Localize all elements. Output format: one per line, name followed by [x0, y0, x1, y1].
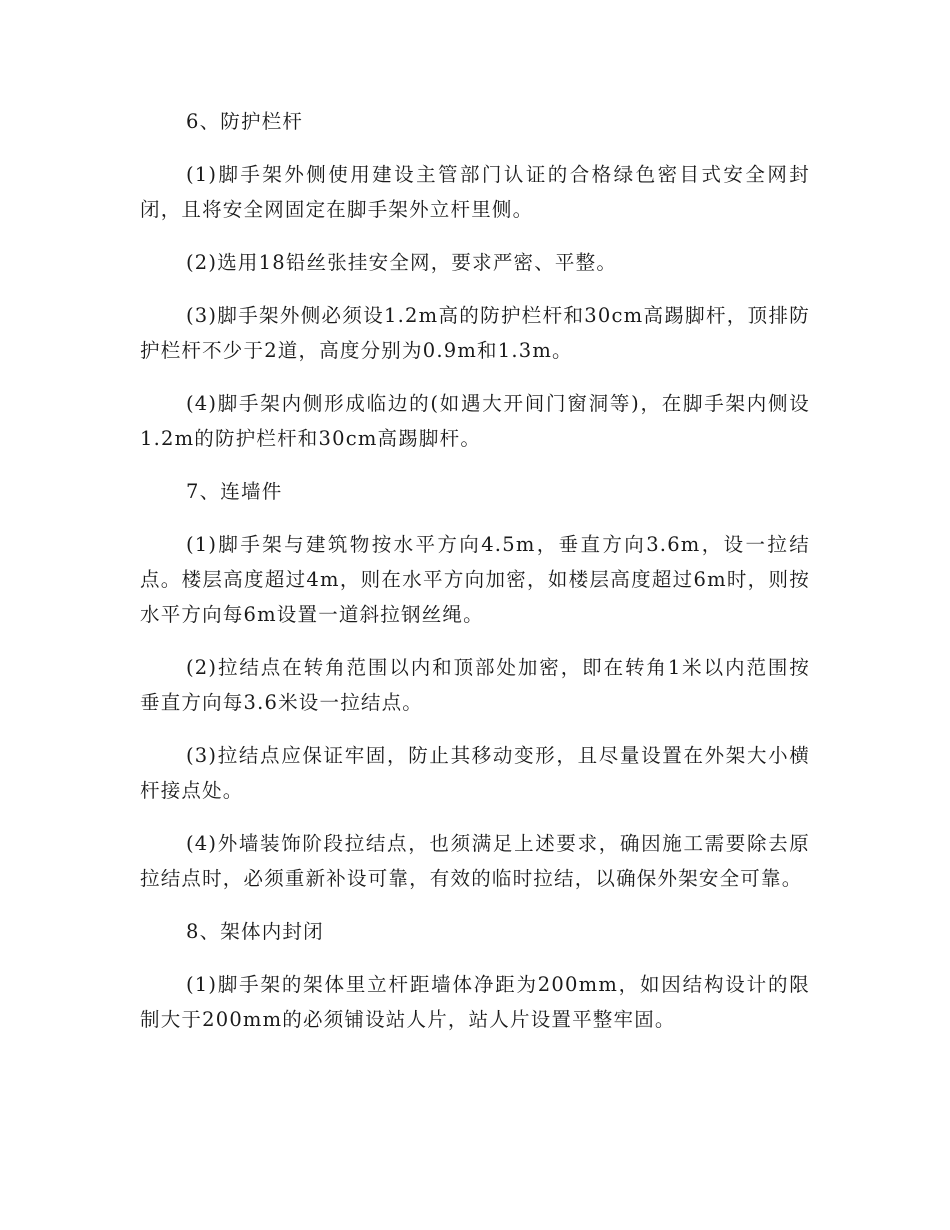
paragraph: (1)脚手架与建筑物按水平方向4.5m，垂直方向3.6m，设一拉结点。楼层高度超过4m，则在水平方向加密，如楼层高度超过6m时，则按水平方向每6m设置一道斜拉钢丝绳。 [140, 533, 810, 626]
paragraph: (4)外墙装饰阶段拉结点，也须满足上述要求，确因施工需要除去原拉结点时，必须重新补设可靠，有效的临时拉结，以确保外架安全可靠。 [140, 832, 810, 890]
section-heading: 7、连墙件 [186, 480, 283, 503]
document-body [140, 104, 810, 1055]
paragraph: (4)脚手架内侧形成临边的(如遇大开间门窗洞等)，在脚手架内侧设1.2m的防护栏杆和30cm高踢脚杆。 [140, 392, 810, 450]
paragraph: (2)选用18铅丝张挂安全网，要求严密、平整。 [186, 251, 618, 274]
paragraph: (3)脚手架外侧必须设1.2m高的防护栏杆和30cm高踢脚杆，顶排防护栏杆不少于2道，高度分别为0.9m和1.3m。 [140, 304, 810, 362]
section-wall-ties [140, 474, 810, 896]
section-heading: 6、防护栏杆 [186, 110, 304, 133]
paragraph: (1)脚手架外侧使用建设主管部门认证的合格绿色密目式安全网封闭，且将安全网固定在脚手架外立杆里侧。 [140, 163, 810, 221]
paragraph: (2)拉结点在转角范围以内和顶部处加密，即在转角1米以内范围按垂直方向每3.6米设一拉结点。 [140, 656, 810, 714]
section-inner-closure [140, 914, 810, 1037]
paragraph: (3)拉结点应保证牢固，防止其移动变形，且尽量设置在外架大小横杆接点处。 [140, 744, 810, 802]
paragraph: (1)脚手架的架体里立杆距墙体净距为200mm，如因结构设计的限制大于200mm的必须铺设站人片，站人片设置平整牢固。 [140, 973, 810, 1031]
section-guardrail [140, 104, 810, 456]
section-heading: 8、架体内封闭 [186, 920, 324, 943]
